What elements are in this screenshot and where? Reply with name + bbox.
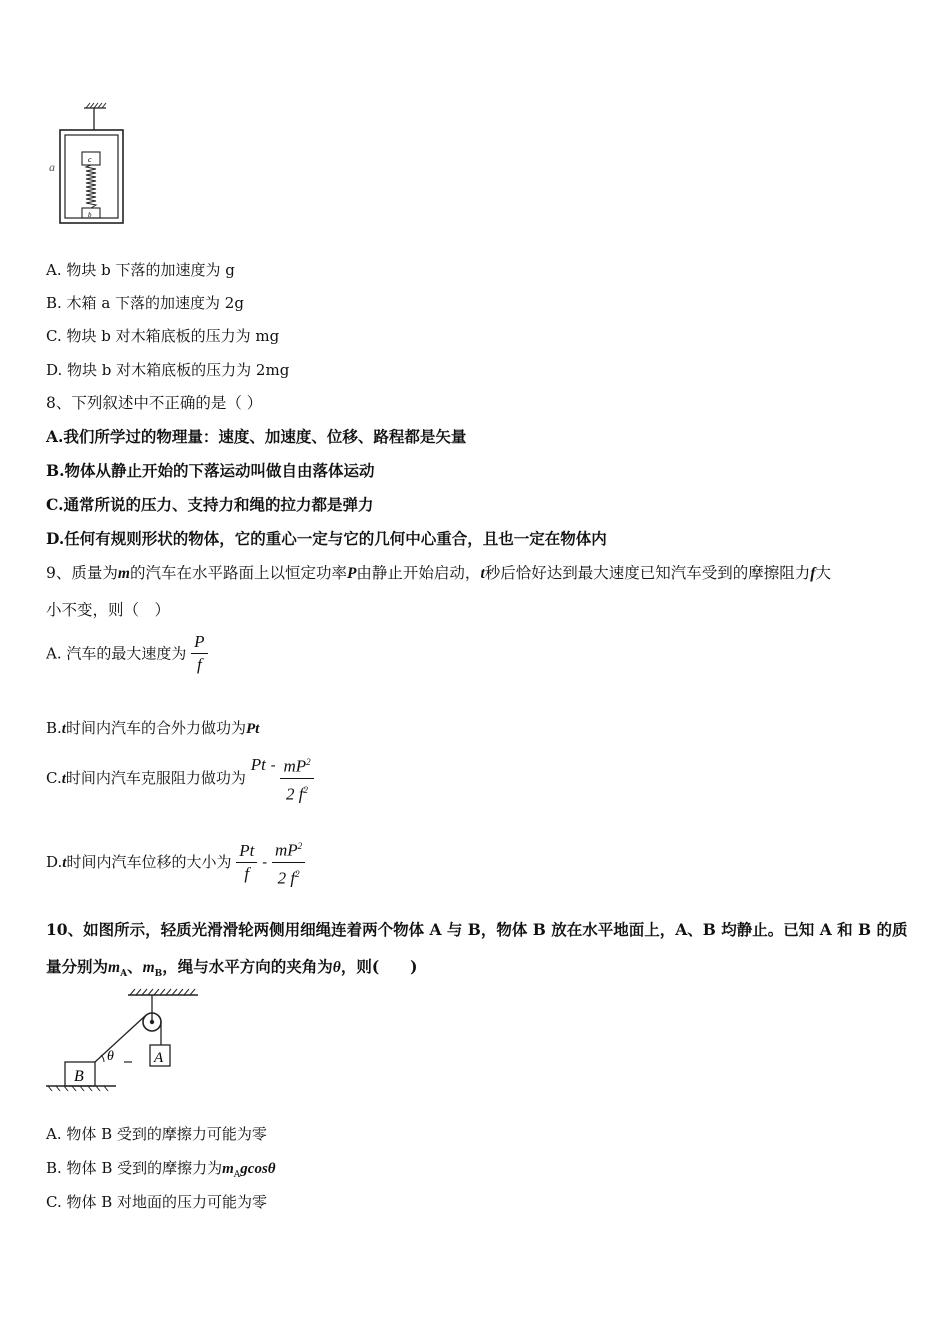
- q9-stem-line2: 小不变，则（ ）: [46, 601, 171, 619]
- q9-option-d-num2-exp: 2: [297, 841, 303, 851]
- q9-option-a-numerator: P: [191, 632, 207, 654]
- q9-option-d-numerator2: mP: [274, 840, 298, 860]
- q7-option-b: B. 木箱 a 下落的加速度为 2g: [46, 294, 244, 312]
- q9-option-d-denominator1: f: [244, 863, 250, 883]
- q9-option-d-minus: -: [262, 853, 268, 872]
- q9-option-c-var: t: [61, 770, 66, 787]
- q10-stem-line1: [46, 920, 908, 940]
- q8-option-d-text: D.任何有规则形状的物体，它的重心一定与它的几何中心重合，且也一定在物体内: [46, 529, 607, 548]
- q9-option-d-fraction2: [272, 836, 305, 888]
- pulley-figure: [44, 985, 204, 1095]
- q7-option-d: D. 物块 b 对木箱底板的压力为 2mg: [46, 361, 290, 379]
- q9-option-a-text: A. 汽车的最大速度为: [46, 644, 187, 663]
- label-block-a: A: [154, 1050, 164, 1066]
- box-spring-figure: [44, 100, 134, 230]
- label-theta: θ: [107, 1049, 114, 1064]
- q9-stem: [46, 563, 831, 584]
- q9-stem-text: 的汽车在水平路面上以恒定功率: [129, 564, 347, 582]
- q10-mass-a-sub: A: [120, 969, 128, 980]
- q9-var-m: m: [117, 565, 130, 582]
- q10-option-b-text: B. 物体 B 受到的摩擦力为: [46, 1159, 223, 1177]
- q9-var-t: t: [480, 565, 485, 582]
- q9-option-d-text: 时间内汽车位移的大小为: [66, 852, 232, 871]
- q9-stem-text: 大: [815, 564, 831, 582]
- q8-option-c-text: C.通常所说的压力、支持力和绳的拉力都是弹力: [46, 495, 374, 514]
- q10-option-b-expr: gcosθ: [240, 1161, 276, 1177]
- q10-option-a: A. 物体 B 受到的摩擦力可能为零: [46, 1125, 267, 1143]
- q10-option-b-sub: A: [233, 1170, 241, 1180]
- q9-stem-text: 9、质量为: [46, 564, 118, 582]
- q9-option-d-label: D.: [46, 852, 63, 871]
- q10-stem-text: ，绳与水平方向的夹角为: [162, 957, 333, 976]
- q9-option-c-numerator: mP: [283, 756, 307, 776]
- q8-stem: 8、下列叙述中不正确的是（ ）: [46, 394, 263, 412]
- q9-option-c-label: C.: [46, 768, 62, 787]
- q10-stem-line2: [46, 957, 417, 984]
- q9-option-d-den2-exp: 2: [295, 868, 300, 879]
- q7-option-a: A. 物块 b 下落的加速度为 g: [46, 261, 235, 279]
- q10-theta: θ: [332, 959, 341, 976]
- q7-option-c: C. 物块 b 对木箱底板的压力为 mg: [46, 327, 280, 345]
- q9-option-a-denominator: f: [196, 655, 202, 674]
- q9-option-b-var: t: [61, 721, 66, 737]
- q9-option-c-den-exp: 2: [303, 784, 309, 795]
- q9-option-c: [46, 752, 314, 804]
- q10-stem-text: ，则( ): [340, 957, 418, 976]
- q9-stem-text: 秒后恰好达到最大速度已知汽车受到的摩擦阻力: [484, 564, 811, 582]
- q9-option-b: [46, 718, 259, 739]
- label-b: b: [88, 211, 92, 219]
- q9-option-c-text: 时间内汽车克服阻力做功为: [65, 768, 246, 787]
- q10-option-b: [46, 1158, 276, 1185]
- q10-option-b-m: m: [222, 1161, 234, 1177]
- q8-option-a: [46, 427, 466, 447]
- label-a: a: [49, 160, 55, 174]
- q9-option-a-fraction: [191, 632, 207, 675]
- q8-option-d: [46, 529, 607, 549]
- q10-mass-b: m: [142, 959, 155, 976]
- q8-option-b: [46, 461, 375, 481]
- label-block-b: B: [74, 1068, 84, 1085]
- q9-option-c-minus: -: [270, 756, 276, 775]
- q9-option-c-num-exp: 2: [306, 757, 311, 767]
- q9-option-b-label: B.: [46, 719, 62, 737]
- q8-option-c: [46, 495, 373, 515]
- q9-option-d-var: t: [62, 854, 67, 871]
- q9-option-d-fraction1: [236, 841, 257, 884]
- q10-stem-text: 量分别为: [46, 957, 109, 976]
- q10-option-c: C. 物体 B 对地面的压力可能为零: [46, 1193, 268, 1211]
- q9-option-c-term1: Pt: [250, 755, 266, 775]
- q9-option-d: [46, 836, 305, 888]
- q8-option-a-text: A.我们所学过的物理量：速度、加速度、位移、路程都是矢量: [46, 427, 467, 446]
- q9-option-b-value: Pt: [245, 721, 260, 737]
- q9-stem-text: 由静止开始启动，: [356, 564, 481, 582]
- q9-var-f: f: [810, 565, 816, 582]
- q10-mass-a: m: [108, 959, 121, 976]
- q9-option-d-numerator1: Pt: [236, 841, 257, 863]
- q10-mass-b-sub: B: [154, 969, 163, 980]
- q9-option-c-fraction: [280, 752, 313, 804]
- q9-option-b-text: 时间内汽车的合外力做功为: [65, 719, 246, 737]
- q8-option-b-text: B.物体从静止开始的下落运动叫做自由落体运动: [46, 461, 375, 480]
- q10-stem-text: 、: [127, 957, 143, 976]
- q9-option-a: [46, 632, 208, 675]
- q10-stem-text: 10、如图所示，轻质光滑滑轮两侧用细绳连着两个物体 A 与 B，物体 B 放在水平地面上，A、B 均静止。已知 A 和 B 的质: [46, 920, 908, 939]
- q9-option-c-denominator: 2 f: [286, 784, 304, 804]
- q9-option-d-denominator2: 2 f: [277, 868, 296, 888]
- label-c: c: [88, 155, 92, 164]
- q9-var-p: P: [346, 565, 357, 582]
